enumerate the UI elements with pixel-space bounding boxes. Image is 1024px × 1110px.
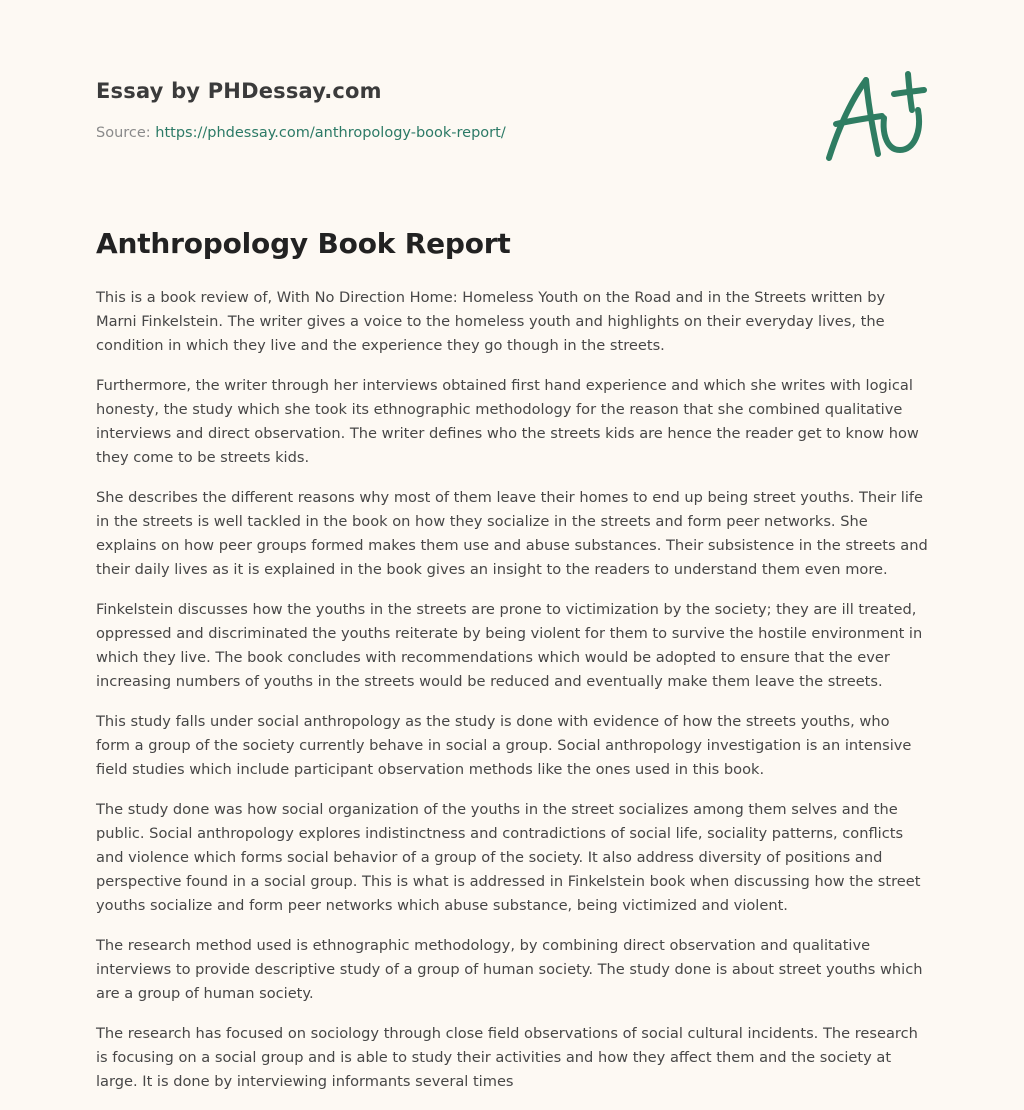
essay-paragraph: The research method used is ethnographic methodology, by combining direct observation and qualitative interviews to provide descriptive study of a group of human society. The study done is about street youths which are a group of human society.: [96, 937, 923, 1002]
source-link[interactable]: https://phdessay.com/anthropology-book-report/: [155, 125, 506, 141]
a-plus-logo-icon: [824, 66, 928, 166]
source-label: Source:: [96, 125, 156, 141]
essay-title: Anthropology Book Report: [96, 227, 511, 260]
essay-paragraph: The research has focused on sociology through close field observations of social cultural incidents. The research is focusing on a social group and is able to study their activities and how they affect them and the society at large. It is done by interviewing informants several times: [96, 1025, 918, 1090]
essay-paragraph: The study done was how social organization of the youths in the street socializes among them selves and the public. Social anthropology explores indistinctness and contradictions of social life, sociality patterns, conflicts and violence which forms social behavior of a group of the society. It also address diversity of positions and perspective found in a social group. This is what is addressed in Finkelstein book when discussing how the street youths socialize and form peer networks which abuse substance, being victimized and violent.: [96, 801, 921, 914]
essay-page: [96, 0, 928, 1108]
essay-paragraph: This is a book review of, With No Direction Home: Homeless Youth on the Road and in the Streets written by Marni Finkelstein. The writer gives a voice to the homeless youth and highlights on their everyday lives, the condition in which they live and the experience they go though in the streets.: [96, 289, 886, 354]
essay-paragraph: Furthermore, the writer through her interviews obtained first hand experience and which she writes with logical honesty, the study which she took its ethnographic methodology for the reason that she combined qualitative interviews and direct observation. The writer defines who the streets kids are hence the reader get to know how they come to be streets kids.: [96, 377, 919, 466]
essay-paragraph: This study falls under social anthropology as the study is done with evidence of how the streets youths, who form a group of the society currently behave in social a group. Social anthropology investigation is an intensive field studies which include participant observation methods like the ones used in this book.: [96, 713, 912, 778]
essay-body: [96, 286, 928, 1110]
site-title: Essay by PHDessay.com: [96, 79, 382, 103]
source-line: [96, 123, 506, 143]
essay-paragraph: She describes the different reasons why most of them leave their homes to end up being street youths. Their life in the streets is well tackled in the book on how they socialize in the streets and form peer networks. She explains on how peer groups formed makes them use and abuse substances. Their subsistence in the streets and their daily lives as it is explained in the book gives an insight to the readers to understand them even more.: [96, 489, 928, 578]
essay-paragraph: Finkelstein discusses how the youths in the streets are prone to victimization by the society; they are ill treated, oppressed and discriminated the youths reiterate by being violent for them to survive the hostile environment in which they live. The book concludes with recommendations which would be adopted to ensure that the ever increasing numbers of youths in the streets would be reduced and eventually make them leave the streets.: [96, 601, 923, 690]
